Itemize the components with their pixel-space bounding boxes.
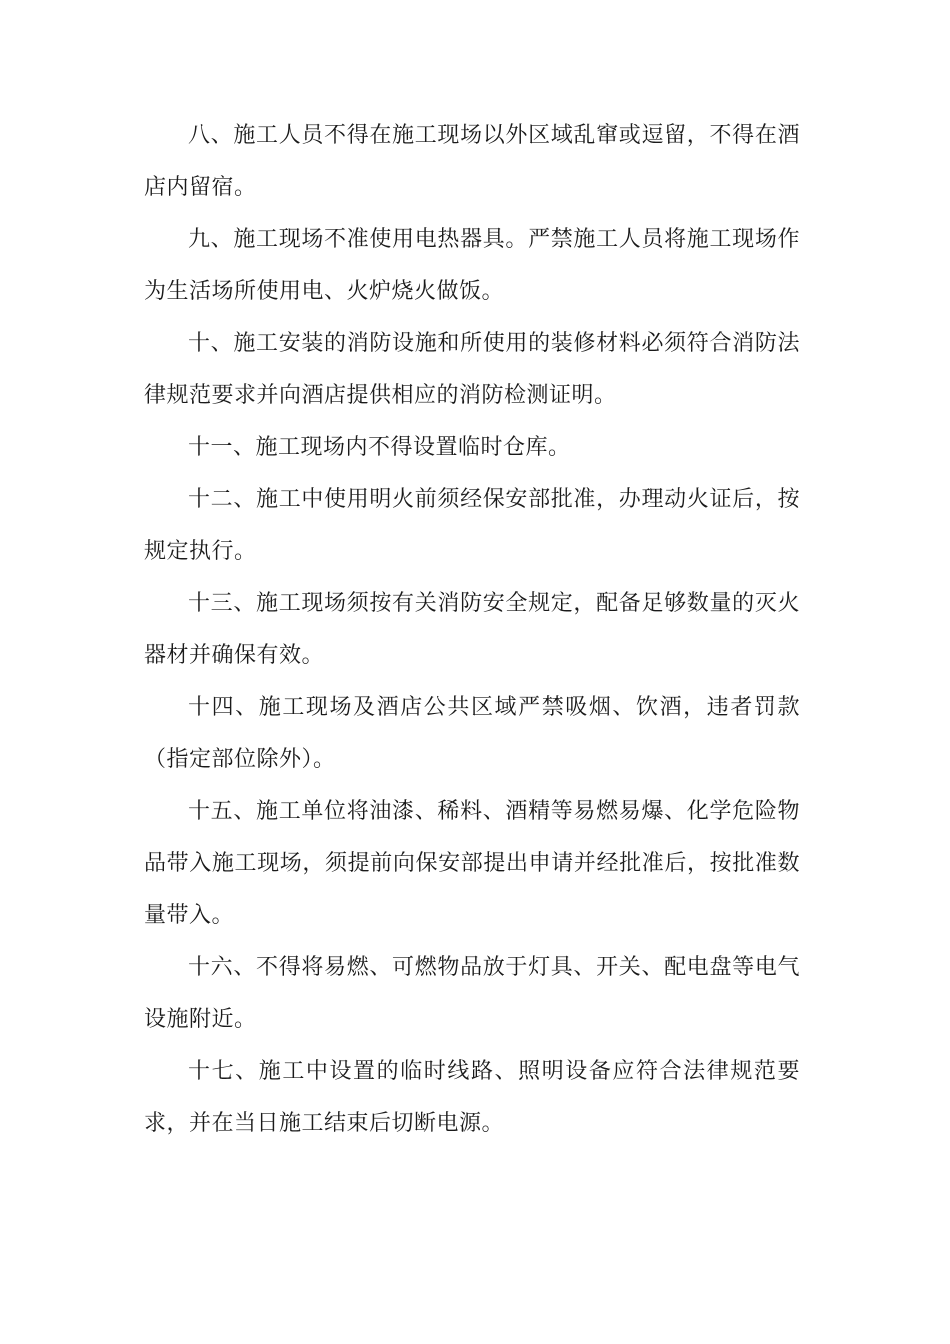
paragraph-15: 十五、施工单位将油漆、稀料、酒精等易燃易爆、化学危险物品带入施工现场，须提前向保安部提出申请并经批准后，按批准数量带入。: [144, 799, 800, 928]
paragraph-12: 十二、施工中使用明火前须经保安部批准，办理动火证后，按规定执行。: [144, 487, 800, 564]
paragraph-10: 十、施工安装的消防设施和所使用的装修材料必须符合消防法律规范要求并向酒店提供相应的消防检测证明。: [144, 331, 800, 408]
paragraph-9: 九、施工现场不准使用电热器具。严禁施工人员将施工现场作为生活场所使用电、火炉烧火做饭。: [144, 227, 800, 304]
paragraph-17: 十七、施工中设置的临时线路、照明设备应符合法律规范要求，并在当日施工结束后切断电源。: [144, 1059, 800, 1136]
paragraph-13: 十三、施工现场须按有关消防安全规定，配备足够数量的灭火器材并确保有效。: [144, 591, 800, 668]
document-body: [144, 110, 800, 1150]
paragraph-11: 十一、施工现场内不得设置临时仓库。: [188, 435, 571, 460]
paragraph-16: 十六、不得将易燃、可燃物品放于灯具、开关、配电盘等电气设施附近。: [144, 955, 800, 1032]
paragraph-8: 八、施工人员不得在施工现场以外区域乱窜或逗留，不得在酒店内留宿。: [144, 123, 800, 200]
paragraph-14: 十四、施工现场及酒店公共区域严禁吸烟、饮酒，违者罚款（指定部位除外）。: [144, 695, 800, 772]
